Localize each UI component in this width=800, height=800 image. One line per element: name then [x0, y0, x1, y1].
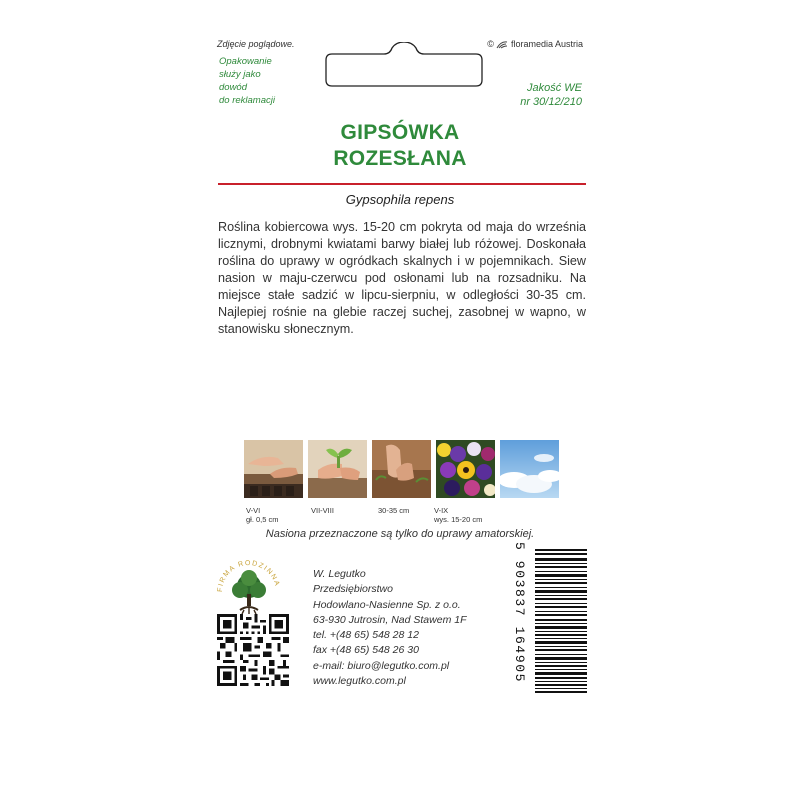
- qr-code-icon[interactable]: [217, 614, 289, 686]
- sowing-hands-icon: [244, 440, 303, 498]
- latin-name: Gypsophila repens: [345, 192, 455, 207]
- company-email-link[interactable]: e-mail: biuro@legutko.com.pl: [313, 659, 450, 672]
- step-caption: [378, 506, 409, 515]
- seed-packet-back: [210, 30, 590, 730]
- company-name: W. Legutko: [313, 568, 366, 580]
- product-title: [210, 120, 590, 172]
- company-postal-address: 63-930 Jutrosin, Nad Stawem 1F: [313, 613, 467, 626]
- company-line-2: Przedsiębiorstwo: [313, 583, 393, 596]
- company-fax: fax +(48 65) 548 26 30: [313, 644, 419, 657]
- floramedia-brand: floramedia Austria: [510, 39, 583, 49]
- product-title-line-1: GIPSÓWKA: [340, 121, 460, 144]
- hanging-slot-outline: [318, 42, 490, 88]
- floramedia-leaf-icon: [496, 41, 508, 49]
- company-line-3: Hodowlano-Nasienne Sp. z o.o.: [313, 598, 461, 611]
- sunny-sky-icon: [500, 440, 559, 498]
- step-caption: [311, 506, 334, 515]
- step-caption: [246, 506, 279, 524]
- claim-packaging-note: [219, 55, 309, 107]
- flowering-icon: [436, 440, 495, 498]
- product-title-line-2: ROZESŁANA: [333, 147, 467, 170]
- step-caption-line-2: gł. 0,5 cm: [246, 515, 279, 524]
- product-description: Roślina kobiercowa wys. 15-20 cm pokryta od maja do września licznymi, drobnymi kwiatami barwy białej lub różowej. Doskonała roślina do uprawy w ogródkach skalnych i w pojemnikach. Siew nasion w maju-czerwcu pod osłonami lub na rozsadniku. Na miejsce stałe sadzić w lipcu-sierpniu, w odległości 30-35 cm. Najlepiej rośnie na glebie raczej suchej, zasobnej w wapno, w stanowisku słonecznym.: [218, 220, 586, 336]
- quality-line-2: nr 30/12/210: [520, 96, 582, 108]
- step-caption-line-1: V-VI: [246, 506, 261, 515]
- seedling-pot-icon: [308, 440, 367, 498]
- illustrative-photo-note: Zdjęcie poglądowe.: [217, 39, 295, 49]
- ean-barcode-digits: 5 903837 164905: [512, 542, 527, 684]
- planting-distance-icon: [372, 440, 431, 498]
- company-phone: tel. +(48 65) 548 28 12: [313, 629, 419, 642]
- family-company-tree-logo: [214, 552, 284, 622]
- step-caption-line-1: V-IX: [434, 506, 449, 515]
- copyright-floramedia: [487, 39, 583, 49]
- step-caption-line-1: 30-35 cm: [378, 506, 410, 515]
- claim-note-line: dowód: [219, 82, 247, 93]
- quality-line-1: Jakość WE: [526, 82, 582, 94]
- amateur-use-notice: Nasiona przeznaczone są tylko do uprawy amatorskiej.: [265, 528, 535, 540]
- company-address-block: [313, 567, 467, 689]
- step-caption: [434, 506, 482, 524]
- step-caption-line-1: VII-VIII: [311, 506, 334, 515]
- claim-note-line: służy jako: [219, 69, 261, 80]
- title-divider: [218, 183, 586, 185]
- logo-ring-text: FIRMA RODZINNA: [216, 559, 281, 593]
- company-website-link[interactable]: www.legutko.com.pl: [313, 675, 406, 688]
- claim-note-line: do reklamacji: [219, 95, 275, 106]
- step-caption-line-2: wys. 15-20 cm: [434, 515, 483, 524]
- eu-quality-label: [520, 81, 582, 109]
- cultivation-steps: [244, 440, 559, 522]
- claim-note-line: Opakowanie: [219, 56, 272, 67]
- copyright-symbol: ©: [487, 39, 497, 49]
